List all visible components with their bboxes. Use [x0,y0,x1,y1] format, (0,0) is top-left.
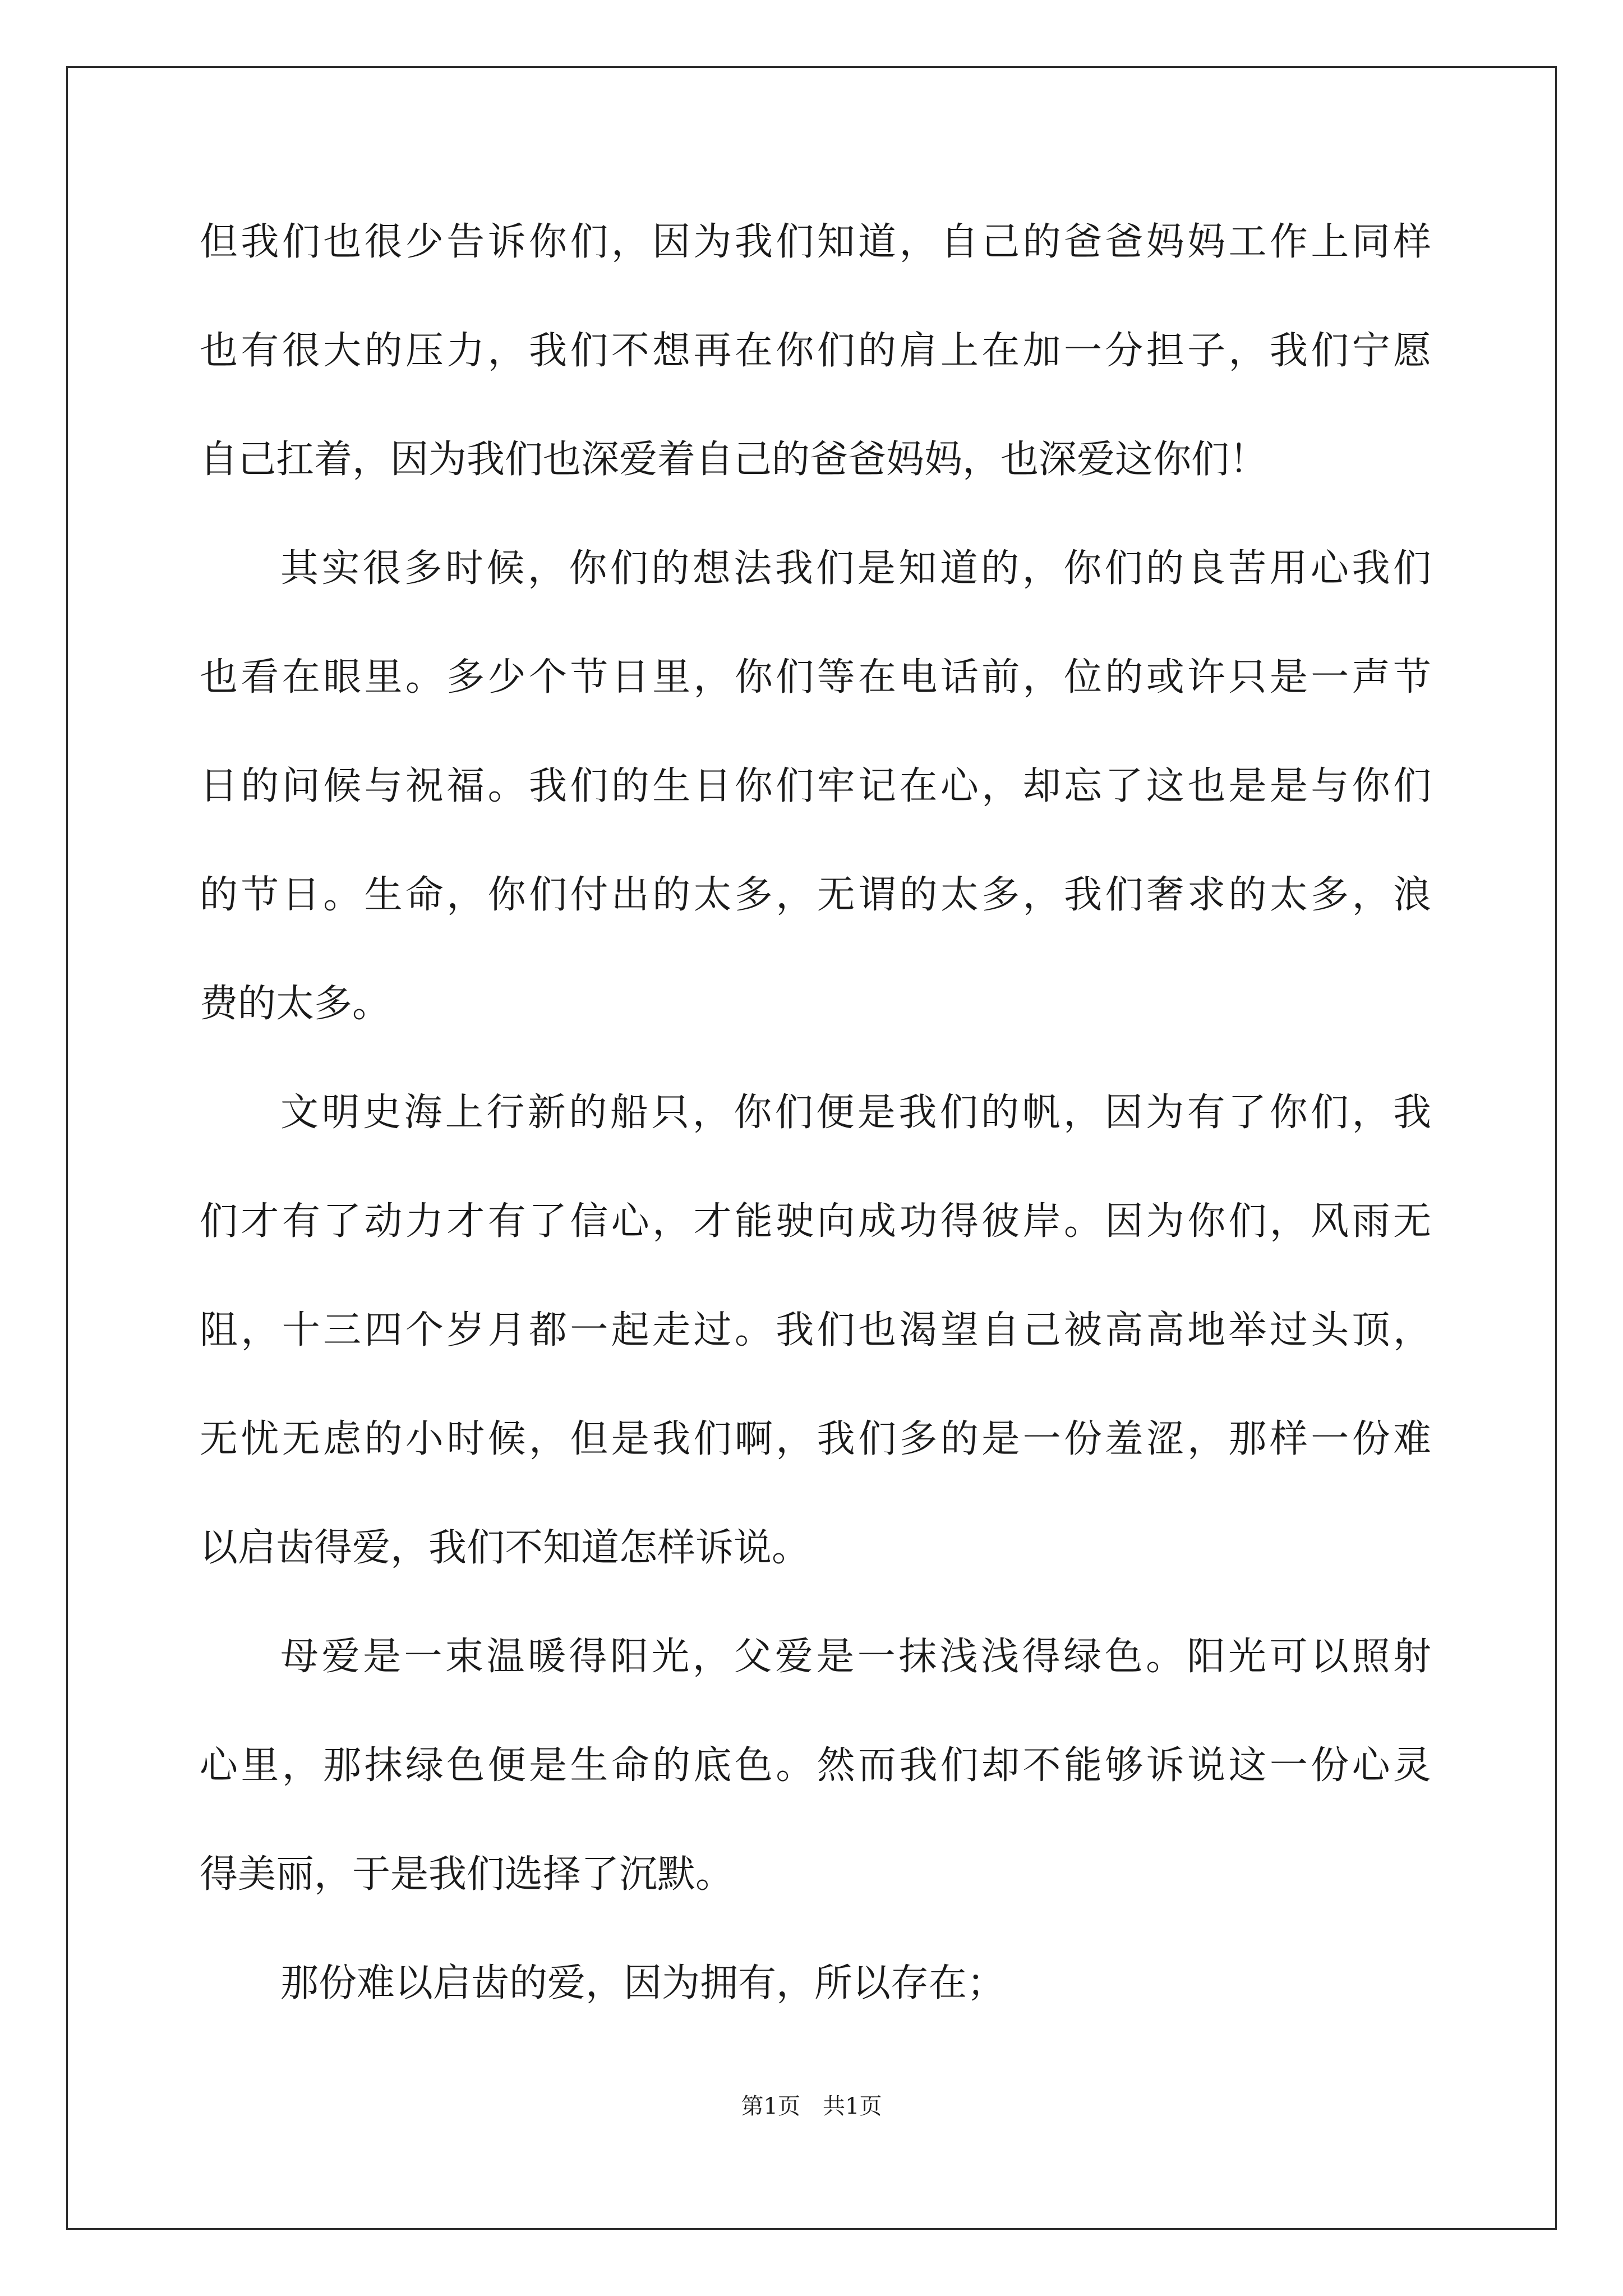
text-line: 以启齿得爱，我们不知道怎样诉说。 [200,1526,810,1570]
text-line: 母爱是一束温暖得阳光，父爱是一抹浅浅得绿色。阳光可以照射 [280,1635,1431,1679]
text-line: 也有很大的压力，我们不想再在你们的肩上在加一分担子，我们宁愿 [200,329,1431,373]
text-line: 费的太多。 [200,982,391,1026]
text-line: 也看在眼里。多少个节日里，你们等在电话前，位的或许只是一声节 [200,655,1431,700]
page-number-footer: 第1页 共1页 [741,2093,882,2119]
text-line: 得美丽，于是我们选择了沉默。 [200,1852,734,1897]
text-line: 那份难以启齿的爱，因为拥有，所以存在； [280,1961,1006,2005]
text-line: 心里，那抹绿色便是生命的底色。然而我们却不能够诉说这一份心灵 [200,1743,1431,1788]
text-line: 阻，十三四个岁月都一起走过。我们也渴望自己被高高地举过头顶， [200,1308,1431,1352]
text-line: 们才有了动力才有了信心，才能驶向成功得彼岸。因为你们，风雨无 [200,1199,1431,1244]
text-line: 文明史海上行新的船只，你们便是我们的帆，因为有了你们，我 [280,1091,1431,1135]
text-line: 无忧无虑的小时候，但是我们啊，我们多的是一份羞涩，那样一份难 [200,1417,1431,1461]
text-line: 其实很多时候，你们的想法我们是知道的，你们的良苦用心我们 [280,546,1431,591]
text-line: 自己扛着，因为我们也深爱着自己的爸爸妈妈，也深爱这你们！ [200,438,1268,482]
text-line: 但我们也很少告诉你们，因为我们知道，自己的爸爸妈妈工作上同样 [200,220,1431,264]
text-line: 日的问候与祝福。我们的生日你们牢记在心，却忘了这也是是与你们 [200,764,1431,808]
text-line: 的节日。生命，你们付出的太多，无谓的太多，我们奢求的太多，浪 [200,873,1431,917]
